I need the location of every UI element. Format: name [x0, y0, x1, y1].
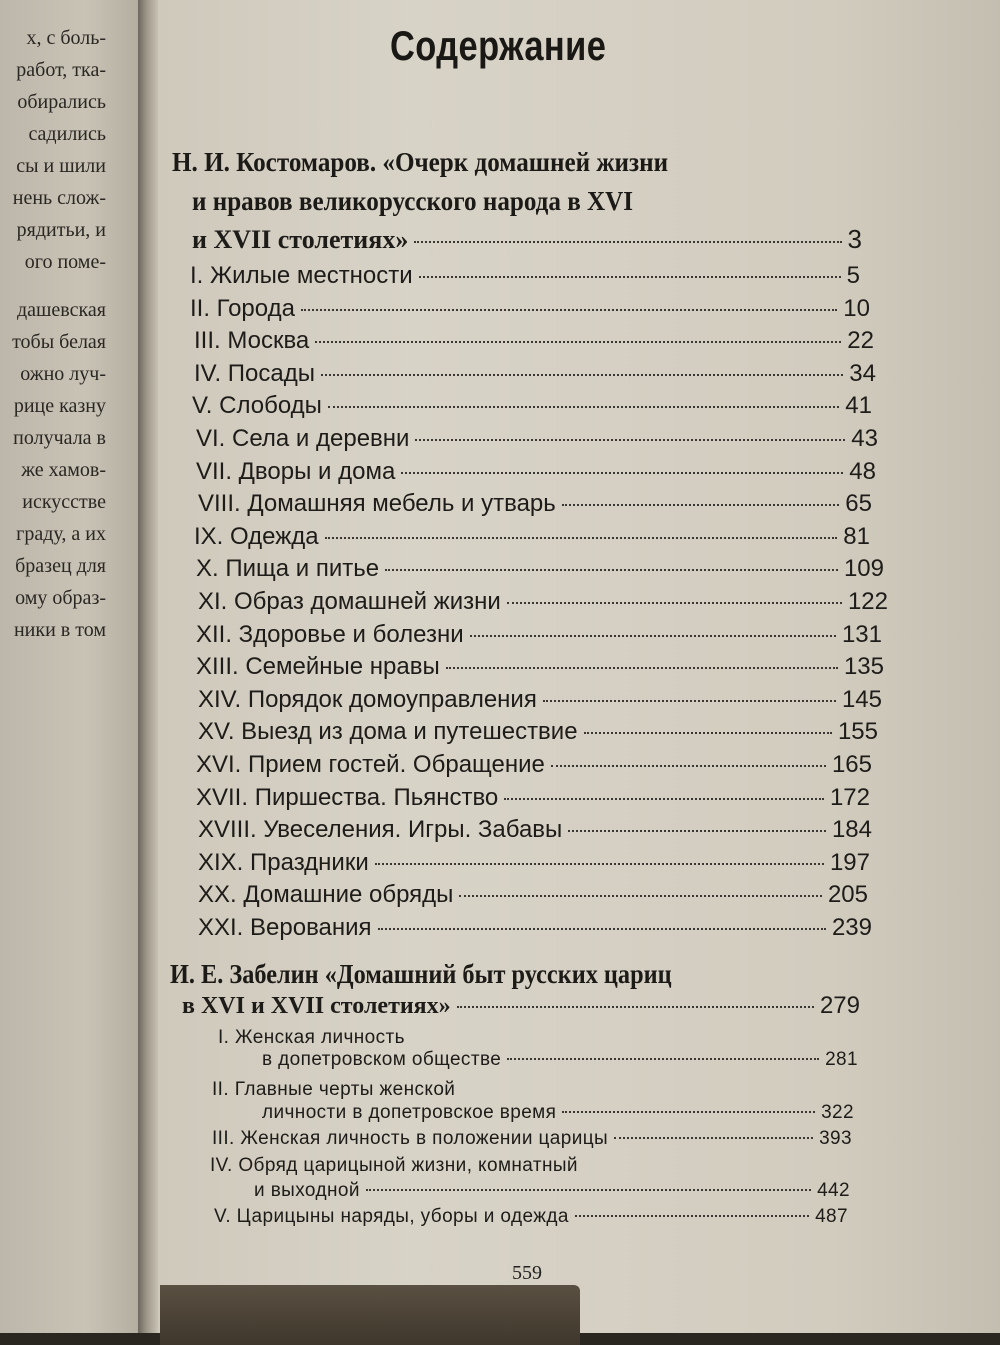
toc-row[interactable]	[196, 458, 876, 486]
chapter-title: IV. Посады	[194, 360, 316, 387]
chapter-title: XVI. Прием гостей. Обращение	[196, 751, 545, 778]
book-edge-shadow	[160, 1285, 580, 1345]
page-ref: 10	[843, 295, 870, 322]
left-page-line: же хамов-	[21, 459, 106, 481]
leader-dots	[414, 241, 841, 243]
left-page-line: нень слож-	[12, 187, 106, 209]
toc-row-zabelin-ch4[interactable]	[254, 1180, 850, 1202]
chapter-title: II. Города	[190, 295, 295, 322]
toc-row[interactable]	[198, 849, 870, 877]
page-ref: 155	[837, 718, 878, 745]
toc-row[interactable]	[190, 295, 870, 323]
page-ref: 3	[847, 224, 862, 254]
page-ref: 184	[831, 816, 872, 843]
left-page-line: ого поме-	[24, 251, 106, 273]
toc-row-zabelin-ch5[interactable]	[214, 1206, 848, 1228]
leader-dots	[415, 439, 845, 441]
left-page-line: искусстве	[22, 491, 106, 513]
leader-dots	[507, 602, 842, 604]
leader-dots	[614, 1137, 813, 1139]
leader-dots	[328, 406, 839, 408]
chapter-title: XIII. Семейные нравы	[196, 653, 440, 680]
book-gutter	[138, 0, 160, 1333]
chapter-title: V. Царицыны наряды, уборы и одежда	[214, 1206, 569, 1227]
leader-dots	[366, 1189, 811, 1191]
leader-dots	[551, 765, 826, 767]
leader-dots	[562, 1111, 815, 1113]
chapter-title: VIII. Домашняя мебель и утварь	[198, 490, 556, 517]
toc-row-zabelin-ch2[interactable]	[262, 1102, 854, 1124]
leader-dots	[419, 276, 841, 278]
toc-row-zabelin-ch1[interactable]	[262, 1049, 858, 1071]
left-page-line: работ, тка-	[16, 59, 106, 81]
page-ref: 145	[841, 686, 882, 713]
toc-row[interactable]	[198, 686, 882, 714]
toc-row[interactable]	[198, 881, 868, 909]
toc-row[interactable]	[198, 718, 878, 746]
toc-row[interactable]	[198, 816, 872, 844]
chapter-title: личности в допетровское время	[262, 1102, 557, 1123]
toc-row[interactable]	[196, 621, 882, 649]
left-page-line: тобы белая	[12, 331, 106, 353]
left-page-line: ники в том	[13, 619, 106, 641]
page-ref: 81	[843, 523, 870, 550]
toc-row[interactable]	[198, 490, 872, 518]
chapter-title: VII. Дворы и дома	[196, 458, 396, 485]
page-ref: 442	[817, 1180, 850, 1201]
page-ref: 393	[819, 1128, 852, 1149]
toc-row[interactable]	[198, 588, 888, 616]
page-ref: 109	[843, 555, 884, 582]
leader-dots	[301, 309, 837, 311]
leader-dots	[446, 667, 838, 669]
left-page-line: х, с боль-	[26, 27, 106, 49]
left-page-line: граду, а их	[16, 523, 106, 545]
chapter-title: в допетровском обществе	[262, 1049, 502, 1070]
page-ref: 322	[821, 1102, 854, 1123]
leader-dots	[568, 830, 826, 832]
toc-row[interactable]	[192, 392, 872, 420]
chapter-title: IX. Одежда	[194, 523, 319, 550]
left-page-line: получала в	[13, 427, 106, 449]
chapter-title: XI. Образ домашней жизни	[198, 588, 501, 615]
leader-dots	[543, 700, 836, 702]
page-ref: 122	[847, 588, 888, 615]
chapter-title: XIX. Праздники	[198, 849, 369, 876]
page-ref: 48	[849, 458, 876, 485]
page-ref: 43	[851, 425, 878, 452]
page-ref: 34	[849, 360, 876, 387]
page-title: Содержание	[390, 22, 607, 69]
chapter-title: X. Пища и питье	[196, 555, 380, 582]
page-ref: 197	[829, 849, 870, 876]
left-page-text	[0, 22, 142, 646]
page-ref: 22	[847, 327, 874, 354]
chapter-title: V. Слободы	[192, 392, 322, 419]
chapter-title: XV. Выезд из дома и путешествие	[198, 718, 578, 745]
page-ref: 135	[843, 653, 884, 680]
leader-dots	[378, 928, 826, 930]
kostomarov-heading-line3: и XVII столетиях»	[192, 225, 409, 254]
leader-dots	[562, 504, 840, 506]
chapter-title: III. Женская личность в положении царицы	[212, 1128, 609, 1149]
left-page-line: рице казну	[13, 395, 106, 417]
leader-dots	[470, 635, 836, 637]
chapter-title: XXI. Верования	[198, 914, 372, 941]
toc-row[interactable]	[196, 751, 872, 779]
zabelin-ch2-line1: II. Главные черты женской	[212, 1079, 456, 1100]
toc-row-zabelin-ch3[interactable]	[212, 1128, 852, 1150]
leader-dots	[321, 374, 843, 376]
chapter-title: XVIII. Увеселения. Игры. Забавы	[198, 816, 563, 843]
leader-dots	[504, 798, 824, 800]
left-page-line: дашевская	[16, 299, 106, 321]
toc-row[interactable]	[198, 914, 872, 942]
page-ref: 487	[815, 1206, 848, 1227]
toc-row[interactable]	[196, 425, 878, 453]
left-page-line: обирались	[17, 91, 106, 113]
chapter-title: XII. Здоровье и болезни	[196, 621, 464, 648]
page-ref: 281	[825, 1049, 858, 1070]
page-ref: 239	[831, 914, 872, 941]
leader-dots	[584, 732, 832, 734]
kostomarov-heading-line1: Н. И. Костомаров. «Очерк домашней жизни	[172, 147, 669, 177]
page-ref: 5	[846, 262, 860, 289]
chapter-title: III. Москва	[194, 327, 310, 354]
kostomarov-heading-line2: и нравов великорусского народа в XVI	[192, 186, 634, 216]
chapter-title: и выходной	[254, 1180, 360, 1201]
chapter-title: XVII. Пиршества. Пьянство	[196, 784, 499, 811]
leader-dots	[375, 863, 824, 865]
toc-row[interactable]	[194, 523, 870, 551]
toc-row-kostomarov[interactable]	[192, 224, 862, 255]
leader-dots	[507, 1058, 819, 1060]
zabelin-heading-line1: И. Е. Забелин «Домашний быт русских цариц	[170, 959, 672, 989]
page-ref: 279	[819, 992, 860, 1019]
left-page-line: сы и шили	[16, 155, 106, 177]
leader-dots	[401, 472, 843, 474]
leader-dots	[457, 1006, 814, 1008]
zabelin-ch4-line1: IV. Обряд царицыной жизни, комнатный	[210, 1155, 578, 1176]
left-page-line: бразец для	[15, 555, 106, 577]
leader-dots	[315, 341, 841, 343]
page-ref: 165	[831, 751, 872, 778]
left-page-line: садились	[28, 123, 106, 145]
chapter-title: VI. Села и деревни	[196, 425, 410, 452]
toc-row[interactable]	[196, 784, 870, 812]
zabelin-ch1-line1: I. Женская личность	[218, 1027, 405, 1048]
zabelin-heading-line2: в XVI и XVII столетиях»	[182, 993, 451, 1019]
chapter-title: XIV. Порядок домоуправления	[198, 686, 537, 713]
left-page	[0, 0, 142, 1333]
page-ref: 41	[845, 392, 872, 419]
page-ref: 172	[829, 784, 870, 811]
page-ref: 205	[827, 881, 868, 908]
left-page-line	[0, 278, 142, 294]
toc-row[interactable]	[194, 360, 876, 388]
leader-dots	[325, 537, 838, 539]
leader-dots	[385, 569, 838, 571]
page-ref: 131	[841, 621, 882, 648]
left-page-line: рядитьи, и	[16, 219, 106, 241]
leader-dots	[459, 895, 822, 897]
toc-row[interactable]	[190, 262, 860, 290]
page-ref: 65	[845, 490, 872, 517]
leader-dots	[575, 1215, 809, 1217]
left-page-line: ожно луч-	[20, 363, 106, 385]
chapter-title: XX. Домашние обряды	[198, 881, 454, 908]
toc-row[interactable]	[194, 327, 874, 355]
chapter-title: I. Жилые местности	[190, 262, 413, 289]
toc-row[interactable]	[196, 555, 884, 583]
toc-row[interactable]	[196, 653, 884, 681]
left-page-line: ому образ-	[15, 587, 106, 609]
page-number: 559	[512, 1262, 542, 1284]
toc-row-zabelin[interactable]	[182, 992, 860, 1020]
